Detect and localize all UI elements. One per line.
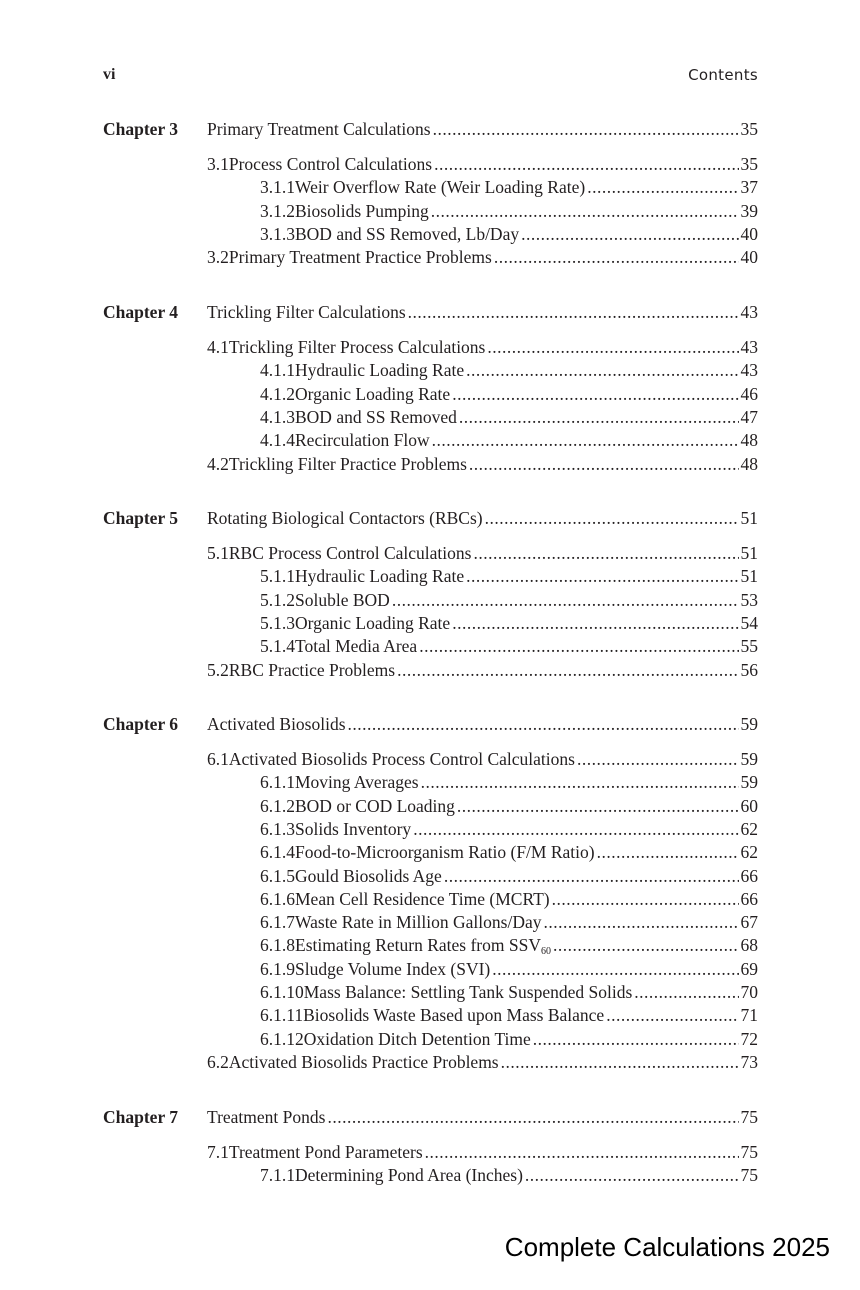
entry-page-number: 43 xyxy=(740,360,758,381)
entry-page-number: 75 xyxy=(740,1107,758,1127)
entry-number: 6.1.10 xyxy=(260,982,304,1002)
entry-number: 4.1.1 xyxy=(260,360,295,381)
entry-title xyxy=(295,383,450,405)
section-entry[interactable] xyxy=(207,336,758,358)
entry-title-text: Mass Balance: Settling Tank Suspended Solids xyxy=(303,982,633,1002)
entry-page-number: 37 xyxy=(740,177,758,198)
entry-number: 3.1.3 xyxy=(260,223,295,244)
entry-title xyxy=(229,336,486,358)
entry-title-subscript: 60 xyxy=(540,946,551,958)
entry-page-number: 40 xyxy=(740,223,758,244)
entry-number: 3.1.2 xyxy=(260,200,295,221)
subsection-entry[interactable] xyxy=(260,888,758,910)
entry-title-text: RBC Process Control Calculations xyxy=(228,543,472,563)
entry-number: 6.1.8 xyxy=(260,935,295,956)
entry-title xyxy=(295,911,541,933)
entry-title-text: Organic Loading Rate xyxy=(295,383,451,404)
entry-page-number: 67 xyxy=(740,912,758,933)
entry-title xyxy=(295,359,464,381)
dot-leader xyxy=(413,818,738,840)
entry-title xyxy=(229,1051,499,1073)
dot-leader xyxy=(431,200,739,222)
subsection-entry[interactable] xyxy=(260,1028,758,1050)
dot-leader xyxy=(525,1164,739,1186)
entry-title-text: Activated Biosolids Process Control Calculations xyxy=(228,749,575,769)
entry-page-number: 48 xyxy=(740,430,758,451)
entry-number: 4.1.3 xyxy=(260,406,295,427)
dot-leader xyxy=(494,246,739,268)
subsection-entry[interactable] xyxy=(260,1164,758,1186)
entry-title-text: BOD and SS Removed xyxy=(295,406,457,427)
section-entry[interactable] xyxy=(207,1141,758,1163)
entry-title-text: Treatment Ponds xyxy=(207,1107,326,1127)
entry-title-text: Waste Rate in Million Gallons/Day xyxy=(295,912,542,933)
entry-page-number: 72 xyxy=(740,1028,758,1049)
entry-number: 4.2 xyxy=(207,453,229,474)
subsection-entry[interactable] xyxy=(260,176,758,198)
dot-leader xyxy=(492,958,738,980)
section-entry[interactable] xyxy=(207,659,758,681)
entry-number: 6.1.3 xyxy=(260,818,295,839)
entry-title xyxy=(229,1141,423,1163)
dot-leader xyxy=(348,713,739,735)
chapter-entry[interactable] xyxy=(207,118,758,140)
entry-page-number: 51 xyxy=(740,508,758,528)
chapter-label: Chapter 4 xyxy=(103,302,179,322)
entry-title xyxy=(295,406,457,428)
entry-page-number: 35 xyxy=(740,154,758,174)
chapter-label: Chapter 6 xyxy=(103,714,179,734)
entry-page-number: 39 xyxy=(740,200,758,221)
subsection-entry[interactable] xyxy=(260,795,758,817)
entry-title xyxy=(207,118,431,140)
entry-title xyxy=(295,934,551,956)
entry-title xyxy=(295,888,550,910)
entry-page-number: 68 xyxy=(740,935,758,956)
entry-title-text: Oxidation Ditch Detention Time xyxy=(303,1028,531,1049)
subsection-entry[interactable] xyxy=(260,958,758,980)
dot-leader xyxy=(327,1106,738,1128)
entry-number: 6.1.11 xyxy=(260,1005,304,1026)
entry-title-text: BOD or COD Loading xyxy=(295,795,455,816)
entry-number: 5.1.2 xyxy=(260,589,295,610)
entry-page-number: 43 xyxy=(740,337,758,357)
footer-text: Complete Calculations 2025 xyxy=(504,1232,830,1262)
dot-leader xyxy=(587,176,738,198)
entry-number: 6.1.1 xyxy=(260,772,295,793)
subsection-entry[interactable] xyxy=(260,406,758,428)
entry-page-number: 70 xyxy=(740,982,758,1002)
entry-title-text: Solids Inventory xyxy=(295,818,412,839)
entry-title xyxy=(229,153,432,175)
dot-leader xyxy=(553,934,739,956)
entry-page-number: 56 xyxy=(740,659,758,680)
entry-title xyxy=(295,635,417,657)
entry-page-number: 62 xyxy=(740,818,758,839)
entry-title xyxy=(229,453,467,475)
running-head: Contents xyxy=(688,66,758,84)
entry-title-text: Biosolids Pumping xyxy=(295,200,429,221)
dot-leader xyxy=(392,589,739,611)
entry-number: 6.1.4 xyxy=(260,842,295,863)
entry-title xyxy=(303,1004,604,1026)
chapter-label: Chapter 5 xyxy=(103,508,179,528)
entry-title-text: Primary Treatment Calculations xyxy=(207,119,431,139)
entry-title-text: Hydraulic Loading Rate xyxy=(295,360,465,381)
dot-leader xyxy=(459,406,739,428)
dot-leader xyxy=(457,795,739,817)
entry-title xyxy=(295,818,411,840)
entry-title-text: Soluble BOD xyxy=(295,589,390,610)
dot-leader xyxy=(501,1051,739,1073)
entry-title xyxy=(229,748,575,770)
entry-title xyxy=(207,507,483,529)
entry-page-number: 48 xyxy=(740,453,758,474)
dot-leader xyxy=(521,223,738,245)
dot-leader xyxy=(469,453,739,475)
entry-page-number: 46 xyxy=(740,383,758,404)
subsection-entry[interactable] xyxy=(260,981,758,1003)
entry-title-text: Food-to-Microorganism Ratio (F/M Ratio) xyxy=(295,842,595,863)
entry-title xyxy=(295,429,430,451)
subsection-entry[interactable] xyxy=(260,565,758,587)
entry-title xyxy=(295,589,390,611)
entry-title xyxy=(295,958,490,980)
entry-number: 6.1.12 xyxy=(260,1028,304,1049)
entry-title xyxy=(304,1028,531,1050)
entry-page-number: 35 xyxy=(740,119,758,139)
entry-number: 6.1.5 xyxy=(260,865,295,886)
entry-title-text: Estimating Return Rates from SSV xyxy=(295,935,541,956)
entry-number: 6.1.2 xyxy=(260,795,295,816)
entry-title-text: Biosolids Waste Based upon Mass Balance xyxy=(303,1005,605,1026)
chapter-entry[interactable] xyxy=(207,713,758,735)
entry-title-text: Primary Treatment Practice Problems xyxy=(228,247,492,268)
entry-title xyxy=(207,1106,325,1128)
entry-number: 5.1.3 xyxy=(260,612,295,633)
entry-page-number: 66 xyxy=(740,888,758,909)
dot-leader xyxy=(552,888,739,910)
dot-leader xyxy=(606,1004,738,1026)
entry-title-text: Activated Biosolids xyxy=(207,714,346,734)
subsection-entry[interactable] xyxy=(260,934,758,956)
entry-title xyxy=(304,981,633,1003)
entry-page-number: 51 xyxy=(740,543,758,563)
entry-title-text: Mean Cell Residence Time (MCRT) xyxy=(295,888,550,909)
entry-title-text: Treatment Pond Parameters xyxy=(228,1142,423,1162)
subsection-entry[interactable] xyxy=(260,200,758,222)
dot-leader xyxy=(452,612,738,634)
dot-leader xyxy=(397,659,738,681)
entry-title xyxy=(295,795,455,817)
chapter-entry[interactable] xyxy=(207,1106,758,1128)
dot-leader xyxy=(473,542,738,564)
entry-title-text: Rotating Biological Contactors (RBCs) xyxy=(207,508,483,528)
entry-title-text: Hydraulic Loading Rate xyxy=(295,566,465,587)
chapter-label: Chapter 7 xyxy=(103,1107,179,1127)
entry-number: 5.1.1 xyxy=(260,566,295,587)
dot-leader xyxy=(466,359,738,381)
entry-title-text: Trickling Filter Process Calculations xyxy=(228,337,486,357)
entry-title-text: Process Control Calculations xyxy=(228,154,433,174)
entry-title xyxy=(295,771,419,793)
entry-number: 6.1.9 xyxy=(260,958,295,979)
entry-title-text: Recirculation Flow xyxy=(295,430,430,451)
entry-title xyxy=(295,865,442,887)
subsection-entry[interactable] xyxy=(260,1004,758,1026)
dot-leader xyxy=(533,1028,739,1050)
entry-number: 6.1.6 xyxy=(260,888,295,909)
section-entry[interactable] xyxy=(207,748,758,770)
entry-page-number: 62 xyxy=(740,842,758,863)
entry-page-number: 43 xyxy=(740,302,758,322)
dot-leader xyxy=(577,748,739,770)
entry-title xyxy=(295,223,519,245)
dot-leader xyxy=(425,1141,739,1163)
entry-number: 7.1 xyxy=(207,1142,229,1162)
entry-number: 3.2 xyxy=(207,247,229,268)
entry-page-number: 40 xyxy=(740,247,758,268)
entry-title xyxy=(229,542,472,564)
dot-leader xyxy=(433,118,739,140)
subsection-entry[interactable] xyxy=(260,589,758,611)
chapter-entry[interactable] xyxy=(207,301,758,323)
entry-title xyxy=(295,200,429,222)
section-entry[interactable] xyxy=(207,246,758,268)
entry-number: 5.2 xyxy=(207,659,229,680)
entry-title xyxy=(295,176,585,198)
entry-page-number: 66 xyxy=(740,865,758,886)
page-number: vi xyxy=(103,66,116,83)
entry-page-number: 54 xyxy=(740,612,758,633)
subsection-entry[interactable] xyxy=(260,771,758,793)
entry-page-number: 60 xyxy=(740,795,758,816)
chapter-entry[interactable] xyxy=(207,507,758,529)
section-entry[interactable] xyxy=(207,153,758,175)
dot-leader xyxy=(434,153,738,175)
entry-number: 6.2 xyxy=(207,1051,229,1072)
entry-number: 6.1 xyxy=(207,749,229,769)
subsection-entry[interactable] xyxy=(260,865,758,887)
entry-title xyxy=(295,565,464,587)
entry-page-number: 59 xyxy=(740,772,758,793)
entry-page-number: 59 xyxy=(740,714,758,734)
entry-number: 4.1.2 xyxy=(260,383,295,404)
subsection-entry[interactable] xyxy=(260,383,758,405)
subsection-entry[interactable] xyxy=(260,818,758,840)
entry-page-number: 53 xyxy=(740,589,758,610)
entry-title-text: Gould Biosolids Age xyxy=(295,865,442,886)
entry-number: 7.1.1 xyxy=(260,1165,295,1186)
dot-leader xyxy=(485,507,739,529)
entry-title-text: Sludge Volume Index (SVI) xyxy=(295,958,491,979)
entry-title xyxy=(207,713,346,735)
entry-title-text: Total Media Area xyxy=(295,636,418,657)
dot-leader xyxy=(597,841,739,863)
entry-title xyxy=(295,612,450,634)
entry-page-number: 55 xyxy=(740,636,758,657)
subsection-entry[interactable] xyxy=(260,841,758,863)
subsection-entry[interactable] xyxy=(260,612,758,634)
dot-leader xyxy=(419,635,738,657)
entry-page-number: 73 xyxy=(740,1051,758,1072)
entry-number: 4.1.4 xyxy=(260,430,295,451)
entry-title xyxy=(207,301,406,323)
dot-leader xyxy=(466,565,738,587)
entry-number: 5.1.4 xyxy=(260,636,295,657)
dot-leader xyxy=(452,383,738,405)
dot-leader xyxy=(487,336,738,358)
subsection-entry[interactable] xyxy=(260,223,758,245)
entry-number: 6.1.7 xyxy=(260,912,295,933)
entry-title-text: Trickling Filter Calculations xyxy=(207,302,406,322)
entry-title-text: Organic Loading Rate xyxy=(295,612,451,633)
entry-title-text: RBC Practice Problems xyxy=(228,659,396,680)
dot-leader xyxy=(634,981,738,1003)
chapter-label: Chapter 3 xyxy=(103,119,179,139)
page-header xyxy=(103,66,758,88)
entry-title-text: Weir Overflow Rate (Weir Loading Rate) xyxy=(295,177,586,198)
section-entry[interactable] xyxy=(207,1051,758,1073)
entry-title xyxy=(229,246,492,268)
subsection-entry[interactable] xyxy=(260,429,758,451)
entry-title xyxy=(229,659,395,681)
entry-number: 5.1 xyxy=(207,543,229,563)
dot-leader xyxy=(444,865,739,887)
entry-number: 3.1.1 xyxy=(260,177,295,198)
subsection-entry[interactable] xyxy=(260,359,758,381)
section-entry[interactable] xyxy=(207,542,758,564)
entry-title-text: Activated Biosolids Practice Problems xyxy=(228,1051,499,1072)
dot-leader xyxy=(421,771,739,793)
entry-title-text: BOD and SS Removed, Lb/Day xyxy=(295,223,520,244)
entry-page-number: 75 xyxy=(740,1165,758,1186)
entry-title xyxy=(295,1164,523,1186)
entry-number: 3.1 xyxy=(207,154,229,174)
subsection-entry[interactable] xyxy=(260,635,758,657)
entry-title-text: Determining Pond Area (Inches) xyxy=(295,1165,523,1186)
entry-title xyxy=(295,841,595,863)
subsection-entry[interactable] xyxy=(260,911,758,933)
dot-leader xyxy=(543,911,738,933)
entry-number: 4.1 xyxy=(207,337,229,357)
dot-leader xyxy=(408,301,739,323)
dot-leader xyxy=(432,429,739,451)
entry-page-number: 59 xyxy=(740,749,758,769)
entry-page-number: 71 xyxy=(740,1005,758,1026)
section-entry[interactable] xyxy=(207,453,758,475)
entry-page-number: 75 xyxy=(740,1142,758,1162)
entry-title-text: Trickling Filter Practice Problems xyxy=(228,453,467,474)
entry-page-number: 69 xyxy=(740,958,758,979)
entry-title-text: Moving Averages xyxy=(295,772,419,793)
entry-page-number: 51 xyxy=(740,566,758,587)
entry-page-number: 47 xyxy=(740,406,758,427)
